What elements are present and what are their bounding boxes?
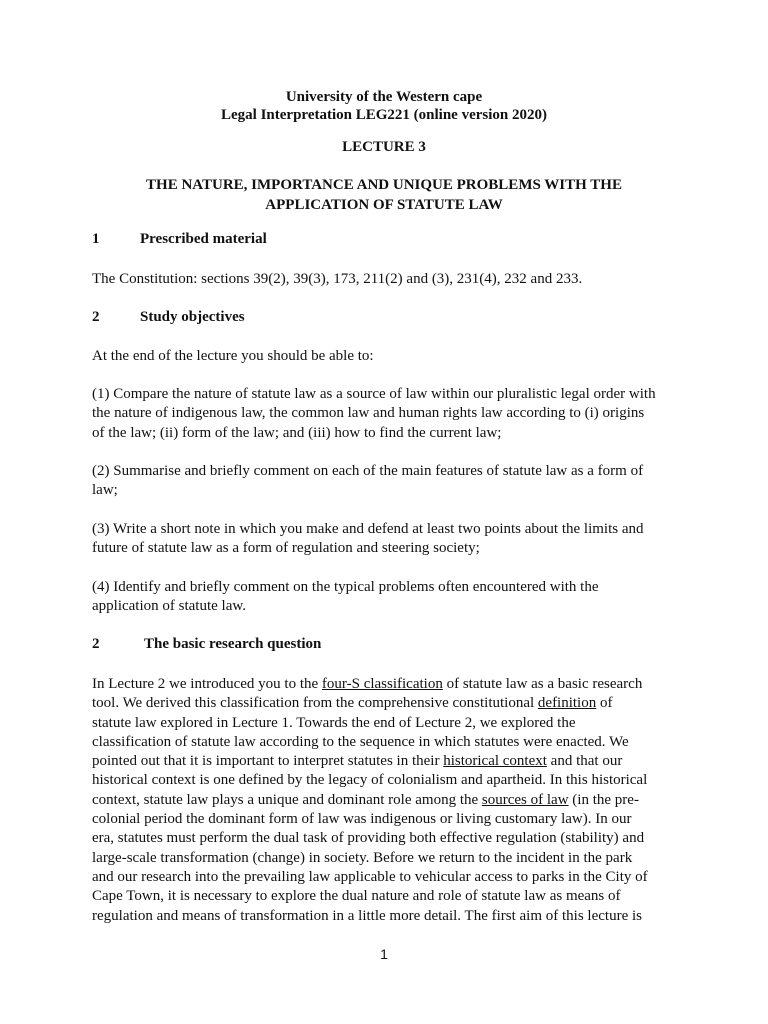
text-line: colonial period the dominant form of law was indigenous or living customary law). In our: [92, 811, 632, 828]
section-heading-objectives: [92, 309, 245, 326]
text-span: of statute law as a basic research: [442, 676, 643, 692]
section-number: 1: [92, 231, 100, 247]
lecture-number: LECTURE 3: [342, 139, 426, 155]
text-line: [92, 752, 678, 771]
lecture-title-line-1: THE NATURE, IMPORTANCE AND UNIQUE PROBLEMS WITH THE: [146, 177, 622, 193]
text-span: context, statute law plays a unique and dominant role among the: [92, 791, 482, 808]
page-number: 1: [380, 946, 388, 962]
text-line: (1) Compare the nature of statute law as a source of law within our pluralistic legal order with: [92, 386, 656, 402]
text-span: tool. We derived this classification from the comprehensive constitutional: [92, 695, 538, 712]
lecture-title-line-2: APPLICATION OF STATUTE LAW: [265, 197, 503, 213]
text-line: classification of statute law according to the sequence in which statutes were enacted. We: [92, 733, 629, 750]
text-line: of the law; (ii) form of the law; and (iii) how to find the current law;: [92, 424, 502, 441]
objectives-intro: [92, 347, 678, 366]
text-span: In Lecture 2 we introduced you to the: [92, 676, 322, 692]
text-line: statute law explored in Lecture 1. Towards the end of Lecture 2, we explored the: [92, 714, 576, 731]
text-span: of: [596, 695, 613, 712]
section-title: Prescribed material: [140, 231, 267, 247]
text-line: At the end of the lecture you should be able to:: [92, 348, 374, 364]
section-heading-prescribed: [92, 231, 267, 248]
text-line: and our research into the prevailing law applicable to vehicular access to parks in the City of: [92, 868, 648, 885]
course-title: Legal Interpretation LEG221 (online version 2020): [221, 107, 547, 123]
objective-1: [92, 385, 678, 443]
section-number: 2: [92, 636, 100, 652]
underlined-term: sources of law: [481, 791, 569, 808]
text-line: The Constitution: sections 39(2), 39(3), 173, 211(2) and (3), 231(4), 232 and 233.: [92, 271, 583, 287]
text-line: [92, 675, 678, 694]
text-line: regulation and means of transformation in a little more detail. The first aim of this lecture is: [92, 907, 642, 924]
text-line: the nature of indigenous law, the common law and human rights law according to (i) origins: [92, 405, 645, 422]
text-line: [92, 694, 678, 713]
text-line: Cape Town, it is necessary to explore the dual nature and role of statute law as means of: [92, 888, 621, 905]
text-span: and that our: [546, 753, 623, 770]
objective-4: [92, 578, 678, 617]
section-heading-research: [92, 636, 322, 653]
text-line: [92, 791, 678, 810]
university-name: University of the Western cape: [285, 89, 483, 105]
text-span: pointed out that it is important to interpret statutes in their: [92, 753, 444, 770]
section-number: 2: [92, 309, 100, 325]
text-line: future of statute law as a form of regulation and steering society;: [92, 540, 480, 557]
text-line: (3) Write a short note in which you make and defend at least two points about the limits and: [92, 521, 644, 537]
text-line: application of statute law.: [92, 598, 246, 615]
section-title: Study objectives: [140, 309, 245, 325]
text-line: historical context is one defined by the legacy of colonialism and apartheid. In this historical: [92, 772, 648, 789]
underlined-term: four-S classification: [321, 676, 443, 692]
section-title: The basic research question: [144, 636, 322, 652]
text-line: large-scale transformation (change) in society. Before we return to the incident in the park: [92, 849, 633, 866]
prescribed-material-text: [92, 270, 678, 289]
objective-3: [92, 520, 678, 559]
lecture-title: [0, 175, 768, 215]
document-header: [0, 88, 768, 124]
text-line: law;: [92, 482, 118, 499]
underlined-term: definition: [537, 695, 597, 712]
text-line: era, statutes must perform the dual task of providing both effective regulation (stability) and: [92, 830, 645, 847]
research-paragraph: [92, 675, 678, 926]
objective-2: [92, 462, 678, 501]
text-line: (4) Identify and briefly comment on the typical problems often encountered with the: [92, 579, 599, 595]
text-span: (in the pre-: [568, 791, 639, 808]
text-line: (2) Summarise and briefly comment on each of the main features of statute law as a form of: [92, 463, 644, 479]
underlined-term: historical context: [443, 753, 547, 770]
